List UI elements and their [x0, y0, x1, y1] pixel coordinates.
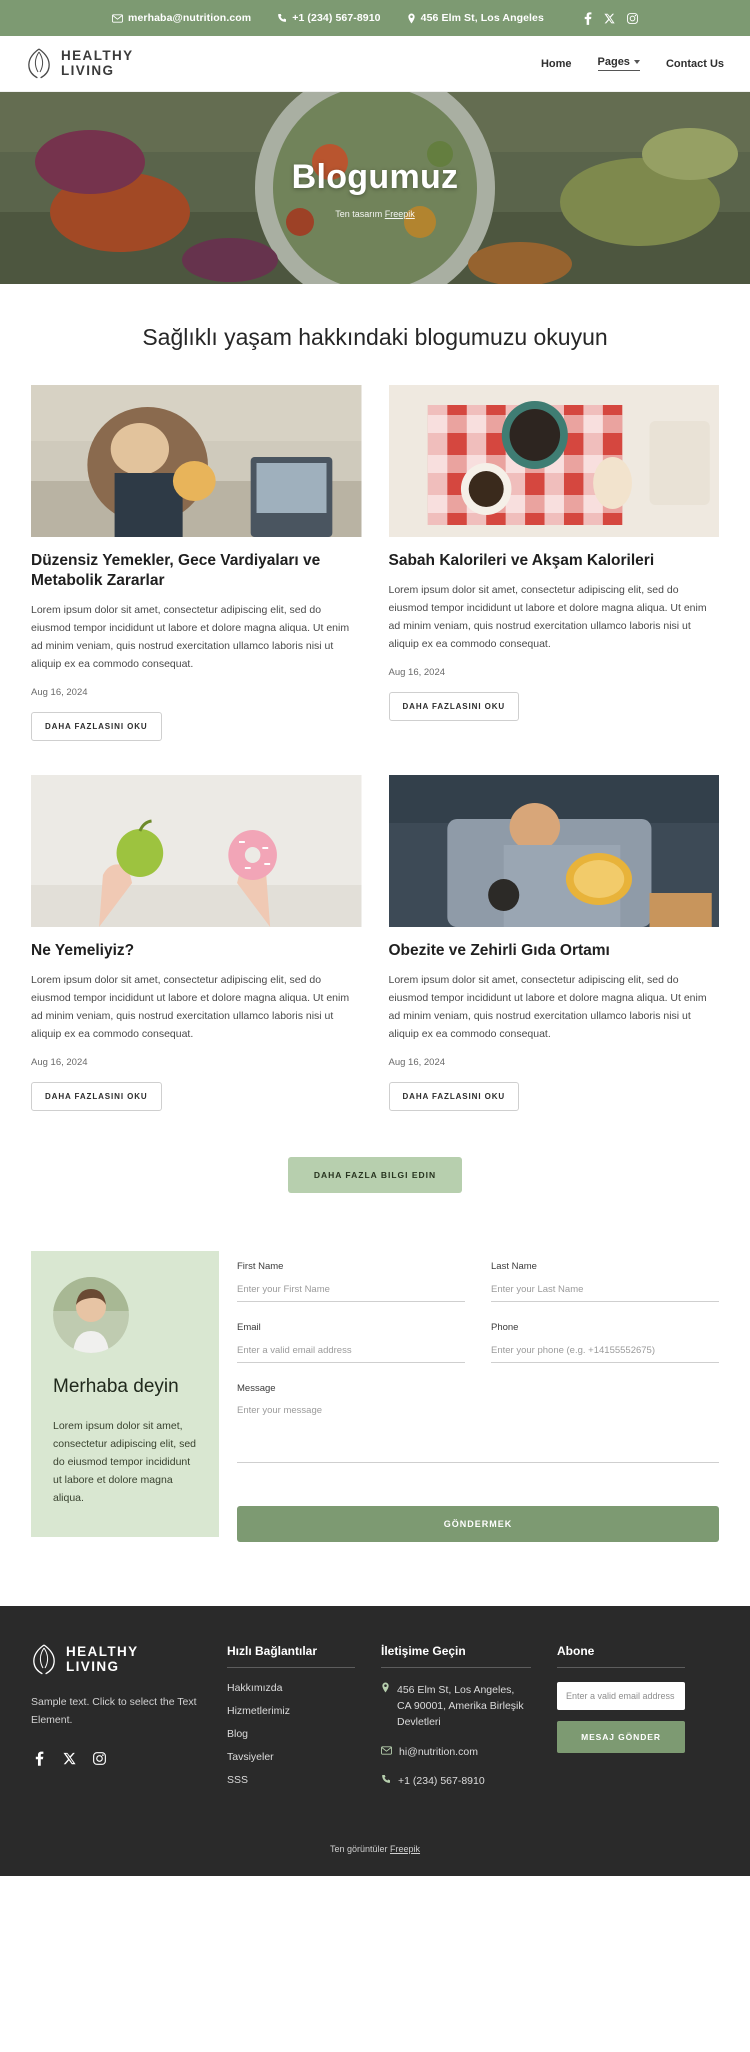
load-more-button[interactable]: DAHA FAZLA BILGI EDIN: [288, 1157, 462, 1193]
blog-grid: [0, 385, 750, 1111]
site-footer: [0, 1606, 750, 1828]
footer-bottom: [0, 1828, 750, 1876]
footer-logo-text: [66, 1645, 139, 1674]
footer-phone[interactable]: [381, 1773, 531, 1789]
nav-item-contact-us[interactable]: [666, 58, 724, 70]
form-row-name: [237, 1261, 719, 1302]
logo-text: [61, 49, 134, 78]
mail-icon: [381, 1744, 392, 1760]
read-more-button[interactable]: DAHA FAZLASINI OKU: [31, 1082, 162, 1111]
read-more-button[interactable]: DAHA FAZLASINI OKU: [31, 712, 162, 741]
contact-section: [0, 1251, 750, 1606]
topbar-phone[interactable]: [277, 12, 380, 24]
blog-card-image: [31, 775, 362, 927]
blog-card-title: Düzensiz Yemekler, Gece Vardiyaları ve Metabolik Zararlar: [31, 552, 321, 589]
blog-card[interactable]: [389, 385, 720, 741]
pin-icon: [381, 1682, 390, 1731]
first-name-field: [237, 1261, 465, 1302]
footer-bottom-prefix: Ten görüntüler: [329, 1844, 391, 1855]
footer-subscribe-column: [557, 1644, 685, 1802]
read-more-button[interactable]: DAHA FAZLASINI OKU: [389, 1082, 520, 1111]
footer-link-hizmetlerimiz[interactable]: Hizmetlerimiz: [227, 1704, 290, 1717]
pin-icon: [407, 13, 416, 24]
message-input[interactable]: [237, 1401, 719, 1463]
nav-item-pages-label: Pages: [597, 56, 630, 68]
last-name-input[interactable]: [491, 1280, 719, 1302]
leaf-icon: [26, 48, 52, 80]
topbar-email[interactable]: [112, 12, 251, 24]
footer-brand: [31, 1644, 201, 1802]
last-name-label: Last Name: [491, 1260, 537, 1272]
x-icon[interactable]: [61, 1750, 78, 1767]
instagram-icon[interactable]: [91, 1750, 108, 1767]
phone-icon: [277, 13, 287, 23]
nav-item-home-label: Home: [540, 57, 572, 70]
form-row-message: [237, 1383, 719, 1468]
avatar: [53, 1277, 129, 1353]
page-title: Blogumuz: [291, 157, 459, 196]
footer-note: Sample text. Click to select the Text Element.: [31, 1695, 197, 1726]
contact-info-panel: [31, 1251, 219, 1538]
blog-card-date: Aug 16, 2024: [388, 667, 446, 679]
hero-content: [0, 92, 750, 284]
footer-logo[interactable]: [31, 1644, 201, 1676]
phone-label: Phone: [491, 1321, 519, 1333]
blog-card-title: Obezite ve Zehirli Gıda Ortamı: [388, 941, 610, 959]
contact-description: Lorem ipsum dolor sit amet, consectetur adipiscing elit, sed do eiusmod tempor incididunt ut labore et dolore magna aliqua.: [53, 1420, 196, 1505]
chevron-down-icon: [634, 60, 640, 64]
contact-heading: Merhaba deyin: [53, 1375, 179, 1397]
email-input[interactable]: [237, 1341, 465, 1363]
subscribe-email-input[interactable]: [557, 1682, 685, 1710]
form-row-contact: [237, 1322, 719, 1363]
nav-item-home[interactable]: [541, 58, 572, 70]
blog-card-date: Aug 16, 2024: [388, 1056, 446, 1068]
phone-field: [491, 1322, 719, 1363]
logo-line-1: HEALTHY: [61, 47, 134, 63]
mail-icon: [112, 14, 123, 23]
footer-link-sss[interactable]: SSS: [227, 1773, 249, 1786]
hero-credit-prefix: Ten tasarım: [335, 208, 385, 219]
footer-address-text: 456 Elm St, Los Angeles, CA 90001, Amerika Birleşik Devletleri: [397, 1683, 524, 1729]
email-label: Email: [237, 1321, 261, 1333]
footer-logo-line-2: LIVING: [66, 1658, 120, 1674]
first-name-input[interactable]: [237, 1280, 465, 1302]
footer-contact-title: İletişime Geçin: [381, 1644, 531, 1668]
nav-item-contact-us-label: Contact Us: [665, 57, 724, 70]
submit-button[interactable]: GÖNDERMEK: [237, 1506, 719, 1542]
blog-card[interactable]: [31, 385, 362, 741]
topbar-address[interactable]: [407, 12, 544, 24]
blog-card-excerpt: Lorem ipsum dolor sit amet, consectetur adipiscing elit, sed do eiusmod tempor incididunt ut labore et dolore magna aliqua. Ut enim ad minim veniam, quis nostrud exercitation ullamco laboris nisi ut aliquip ex ea commodo consequat.: [31, 973, 350, 1040]
email-field: [237, 1322, 465, 1363]
top-bar: [0, 0, 750, 36]
main-nav: [541, 56, 724, 71]
footer-bottom-link[interactable]: Freepik: [390, 1844, 421, 1855]
blog-card-date: Aug 16, 2024: [31, 1056, 88, 1068]
x-icon[interactable]: [604, 13, 615, 24]
footer-links-title: Hızlı Bağlantılar: [227, 1644, 355, 1668]
nav-item-pages[interactable]: [598, 56, 640, 71]
blog-card-image: [31, 385, 362, 537]
footer-links-column: [227, 1644, 355, 1802]
footer-subscribe-title: Abone: [557, 1644, 685, 1668]
blog-card[interactable]: [389, 775, 720, 1111]
footer-address: [381, 1682, 531, 1731]
topbar-phone-text: +1 (234) 567-8910: [292, 12, 381, 24]
topbar-socials: [584, 12, 638, 25]
footer-link-blog[interactable]: Blog: [227, 1727, 249, 1740]
leaf-icon: [31, 1644, 57, 1676]
instagram-icon[interactable]: [627, 13, 638, 24]
first-name-label: First Name: [237, 1260, 284, 1272]
facebook-icon[interactable]: [584, 12, 592, 25]
message-field: [237, 1383, 719, 1468]
logo[interactable]: [26, 48, 134, 80]
blog-card-excerpt: Lorem ipsum dolor sit amet, consectetur adipiscing elit, sed do eiusmod tempor incididunt ut labore et dolore magna aliqua. Ut enim ad minim veniam, quis nostrud exercitation ullamco laboris nisi ut aliquip ex ea commodo consequat.: [388, 583, 707, 650]
phone-input[interactable]: [491, 1341, 719, 1363]
phone-icon: [381, 1773, 391, 1789]
footer-socials: [31, 1750, 201, 1767]
blog-card-excerpt: Lorem ipsum dolor sit amet, consectetur adipiscing elit, sed do eiusmod tempor incididunt ut labore et dolore magna aliqua. Ut enim ad minim veniam, quis nostrud exercitation ullamco laboris nisi ut aliquip ex ea commodo consequat.: [31, 603, 350, 670]
topbar-address-text: 456 Elm St, Los Angeles: [420, 12, 544, 24]
facebook-icon[interactable]: [31, 1750, 48, 1767]
footer-phone-text: +1 (234) 567-8910: [398, 1774, 485, 1787]
hero-credit: [335, 209, 415, 219]
message-label: Message: [237, 1382, 276, 1394]
blog-card-image: [389, 385, 720, 537]
hero-banner: [0, 92, 750, 284]
logo-line-2: LIVING: [61, 62, 115, 78]
blog-card-excerpt: Lorem ipsum dolor sit amet, consectetur adipiscing elit, sed do eiusmod tempor incididunt ut labore et dolore magna aliqua. Ut enim ad minim veniam, quis nostrud exercitation ullamco laboris nisi ut aliquip ex ea commodo consequat.: [388, 973, 707, 1040]
blog-card-image: [389, 775, 720, 927]
footer-logo-line-1: HEALTHY: [66, 1644, 139, 1660]
footer-link-tavsiyeler[interactable]: Tavsiyeler: [227, 1750, 274, 1763]
topbar-email-text: merhaba@nutrition.com: [128, 12, 252, 24]
blog-card[interactable]: [31, 775, 362, 1111]
footer-link-hakkimizda[interactable]: Hakkımızda: [227, 1681, 283, 1694]
footer-contact-column: [381, 1644, 531, 1802]
site-header: [0, 36, 750, 92]
subscribe-button[interactable]: MESAJ GÖNDER: [557, 1721, 685, 1753]
read-more-button[interactable]: DAHA FAZLASINI OKU: [389, 692, 520, 721]
footer-email-text: hi@nutrition.com: [399, 1745, 478, 1758]
load-more-wrapper: [0, 1111, 750, 1251]
hero-credit-link[interactable]: Freepik: [384, 208, 415, 219]
blog-card-date: Aug 16, 2024: [31, 686, 88, 698]
blog-card-title: Sabah Kalorileri ve Akşam Kalorileri: [388, 552, 655, 569]
footer-email[interactable]: [381, 1744, 531, 1760]
contact-form: [237, 1251, 719, 1542]
blog-section-title: Sağlıklı yaşam hakkındaki blogumuzu okuyun: [142, 324, 608, 350]
blog-card-title: Ne Yemeliyiz?: [31, 941, 135, 959]
last-name-field: [491, 1261, 719, 1302]
